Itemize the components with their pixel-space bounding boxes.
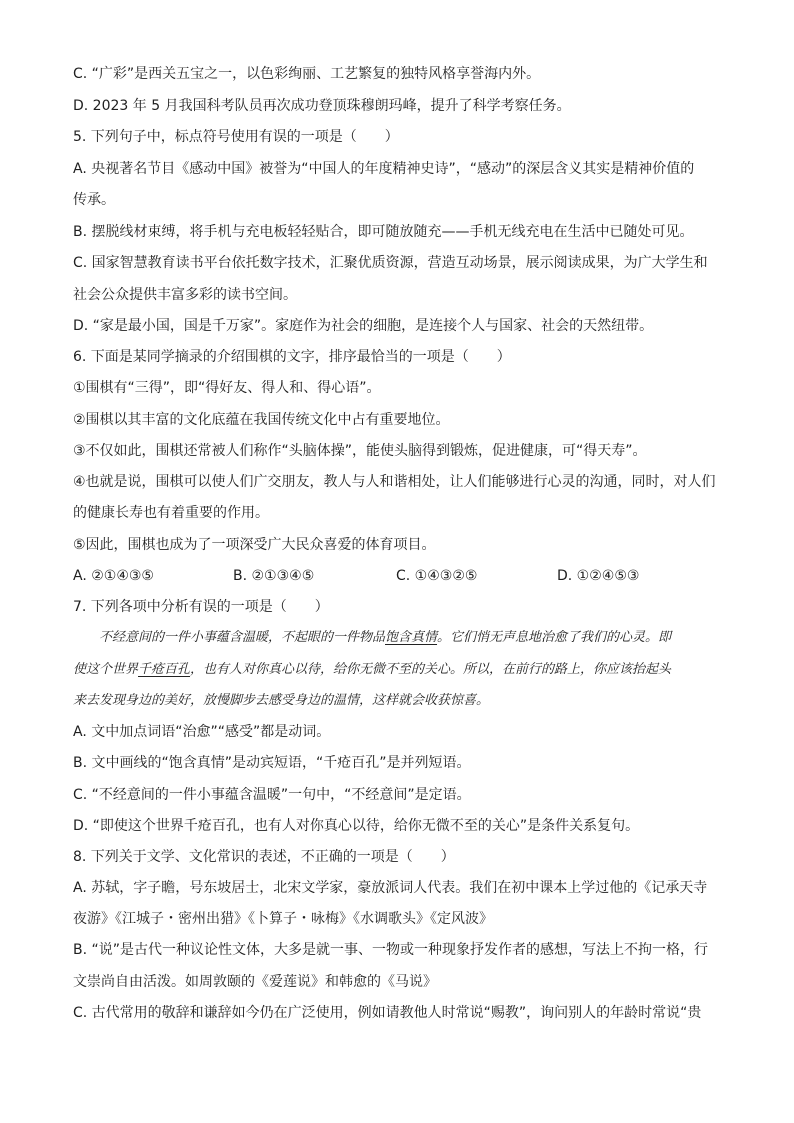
q6-sentence-4-line2: 的健康长寿也有着重要的作用。 [73, 505, 269, 521]
q8-option-b-line2: 文崇尚自由活泼。如周敦颐的《爱莲说》和韩愈的《马说》 [73, 974, 437, 990]
underlined-phrase-2: 千疮百孔 [138, 662, 191, 677]
q8-option-c-line1: C. 古代常用的敬辞和谦辞如今仍在广泛使用，例如请教他人时常说“赐教”，询问别人的年龄时常说“贵 [73, 1005, 702, 1021]
q5-option-c-line1: C. 国家智慧教育读书平台依托数字技术，汇聚优质资源，营造互动场景，展示阅读成果，为广大学生和 [73, 255, 708, 271]
q5-option-c-line2: 社会公众提供丰富多彩的读书空间。 [73, 287, 297, 303]
question-5-title: 5. 下列句子中，标点符号使用有误的一项是（ ） [73, 129, 399, 145]
q6-sentence-2: ②围棋以其丰富的文化底蕴在我国传统文化中占有重要地位。 [73, 412, 450, 428]
passage-text: 。它们悄无声息地治愈了我们的心灵。即 [437, 630, 672, 645]
question-6-title: 6. 下面是某同学摘录的介绍围棋的文字，排序最恰当的一项是（ ） [73, 349, 511, 365]
question-8-title: 8. 下列关于文学、文化常识的表述，不正确的一项是（ ） [73, 849, 455, 865]
q7-option-b: B. 文中画线的“饱含真情”是动宾短语，“千疮百孔”是并列短语。 [73, 755, 471, 771]
q6-sentence-5: ⑤因此，围棋也成为了一项深受广大民众喜爱的体育项目。 [73, 537, 436, 553]
q7-option-d: D. “即使这个世界千疮百孔，也有人对你真心以待，给你无微不至的关心”是条件关系复句。 [73, 818, 640, 834]
passage-text: ，也有人对你真心以待，给你无微不至的关心。所以，在前行的路上，你应该抬起头 [190, 662, 672, 677]
q7-passage-line2 [73, 660, 723, 680]
q8-option-b-line1: B. “说”是古代一种议论性文体，大多是就一事、一物或一种现象抒发作者的感想，写法上不拘一格，行 [73, 942, 709, 958]
passage-text: 使这个世界 [73, 662, 139, 677]
question-7-title: 7. 下列各项中分析有误的一项是（ ） [73, 599, 329, 615]
q7-option-c: C. “不经意间的一件小事蕴含温暖”一句中，“不经意间”是定语。 [73, 787, 471, 803]
q7-passage-line1 [73, 628, 749, 648]
q4-option-c: C. “广彩”是西关五宝之一，以色彩绚丽、工艺繁复的独特风格享誉海内外。 [73, 66, 541, 82]
q5-option-b: B. 摆脱线材束缚，将手机与充电板轻轻贴合，即可随放随充——手机无线充电在生活中已随处可见。 [73, 224, 694, 240]
q6-option-d: D. ①②④⑤③ [557, 568, 640, 584]
q6-sentence-3: ③不仅如此，围棋还常被人们称作“头脑体操”，能使头脑得到锻炼，促进健康，可“得天寿”。 [73, 443, 647, 459]
q8-option-a-line1: A. 苏轼，字子瞻，号东坡居士，北宋文学家，豪放派词人代表。我们在初中课本上学过他的《记承天寺 [73, 880, 708, 896]
q6-option-b: B. ②①③④⑤ [233, 568, 315, 584]
q5-option-a-line2: 传承。 [73, 192, 115, 208]
q6-option-a: A. ②①④③⑤ [73, 568, 154, 584]
q5-option-d: D. “家是最小国，国是千万家”。家庭作为社会的细胞，是连接个人与国家、社会的天然纽带。 [73, 318, 654, 334]
q5-option-a-line1: A. 央视著名节目《感动中国》被誉为“中国人的年度精神史诗”，“感动”的深层含义其实是精神价值的 [73, 161, 695, 177]
q7-passage-line3: 来去发现身边的美好，放慢脚步去感受身边的温情，这样就会收获惊喜。 [73, 693, 490, 708]
q6-sentence-4-line1: ④也就是说，围棋可以使人们广交朋友，教人与人和谐相处，让人们能够进行心灵的沟通，同时，对人们 [73, 474, 716, 490]
passage-text: 不经意间的一件小事蕴含温暖，不起眼的一件物品 [99, 630, 386, 645]
underlined-phrase-1: 饱含真情 [385, 630, 438, 645]
q7-option-a: A. 文中加点词语“治愈”“感受”都是动词。 [73, 724, 331, 740]
q6-sentence-1: ①围棋有“三得”，即“得好友、得人和、得心语”。 [73, 380, 381, 396]
q8-option-a-line2: 夜游》《江城子・密州出猎》《卜算子・咏梅》《水调歌头》《定风波》 [73, 911, 493, 927]
q6-option-c: C. ①④③②⑤ [396, 568, 478, 584]
q4-option-d: D. 2023 年 5 月我国科考队员再次成功登顶珠穆朗玛峰，提升了科学考察任务。 [73, 98, 571, 114]
